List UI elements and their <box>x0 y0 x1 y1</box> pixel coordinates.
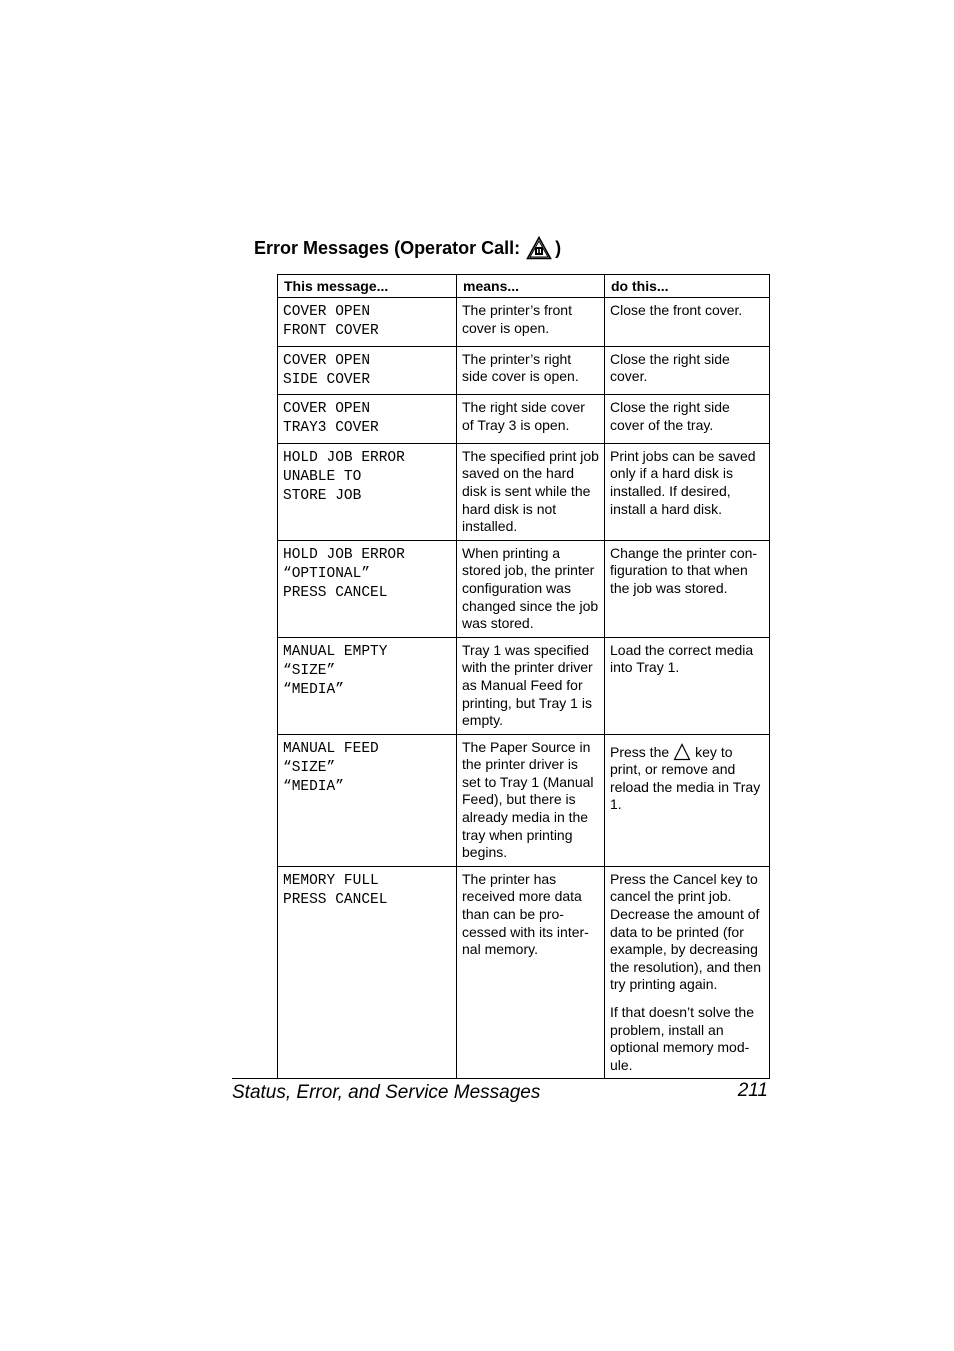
footer-divider <box>232 1078 769 1079</box>
action-cell <box>605 540 770 637</box>
table-header-row <box>278 275 770 298</box>
action-cell <box>605 395 770 444</box>
action-cell <box>605 346 770 395</box>
up-key-icon <box>673 743 691 761</box>
means-cell: The specified print job saved on the hard disk is sent while the hard disk is not installed. <box>457 443 605 540</box>
action-text-after: key to print, or remove and reload the media in Tray 1. <box>610 743 761 813</box>
message-cell: HOLD JOB ERROR UNABLE TO STORE JOB <box>278 443 457 540</box>
heading-text: Error Messages (Operator Call: <box>254 237 521 258</box>
means-cell: The printer’s right side cover is open. <box>457 346 605 395</box>
means-cell: Tray 1 was specified with the printer driver as Manual Feed for printing, but Tray 1 is empty. <box>457 637 605 734</box>
action-text: Close the right side cover of the tray. <box>610 399 730 433</box>
footer-section-title: Status, Error, and Service Messages <box>232 1082 541 1103</box>
table-row <box>278 395 770 444</box>
action-text: Press the Cancel key to cancel the print job. Decrease the amount of data to be printed (for example, by decreasing the resolution), and then try printing again. <box>610 870 761 993</box>
action-cell <box>605 734 770 866</box>
warning-icon <box>526 236 552 260</box>
action-text: Close the right side cover. <box>610 350 730 385</box>
page-number: 211 <box>737 1080 768 1101</box>
action-text: Load the correct media into Tray 1. <box>610 641 754 676</box>
section-heading <box>254 236 561 260</box>
message-cell: MANUAL FEED “SIZE” “MEDIA” <box>278 734 457 866</box>
heading-close: ) <box>555 237 562 258</box>
table-row <box>278 734 770 866</box>
column-header-do: do this... <box>605 275 770 298</box>
action-cell <box>605 443 770 540</box>
table-row <box>278 298 770 347</box>
table-row <box>278 443 770 540</box>
column-header-message: This message... <box>278 275 457 298</box>
action-cell <box>605 298 770 347</box>
action-text <box>610 743 765 814</box>
message-cell: MANUAL EMPTY “SIZE” “MEDIA” <box>278 637 457 734</box>
table-row <box>278 637 770 734</box>
means-cell: The printer’s front cover is open. <box>457 298 605 347</box>
means-cell: The printer has received more data than can be pro-cessed with its inter-nal memory. <box>457 866 605 1079</box>
action-text: Close the front cover. <box>610 302 743 318</box>
message-cell: HOLD JOB ERROR “OPTIONAL” PRESS CANCEL <box>278 540 457 637</box>
action-text: Print jobs can be saved only if a hard disk is installed. If desired, install a hard disk. <box>610 447 756 517</box>
message-cell: COVER OPEN FRONT COVER <box>278 298 457 347</box>
message-cell: COVER OPEN TRAY3 COVER <box>278 395 457 444</box>
means-cell: When printing a stored job, the printer configuration was changed since the job was stored. <box>457 540 605 637</box>
action-text: If that doesn’t solve the problem, install an optional memory mod-ule. <box>610 1004 754 1073</box>
error-message-table <box>277 274 770 1079</box>
action-cell <box>605 637 770 734</box>
action-cell <box>605 866 770 1079</box>
action-text-before: Press the <box>610 743 670 760</box>
means-cell: The Paper Source in the printer driver is set to Tray 1 (Manual Feed), but there is already media in the tray when printing begins. <box>457 734 605 866</box>
table-row <box>278 540 770 637</box>
means-cell: The right side cover of Tray 3 is open. <box>457 395 605 444</box>
message-cell: COVER OPEN SIDE COVER <box>278 346 457 395</box>
column-header-means: means... <box>457 275 605 298</box>
action-text: Change the printer con-figuration to that when the job was stored. <box>610 544 758 596</box>
table-row <box>278 346 770 395</box>
message-cell: MEMORY FULL PRESS CANCEL <box>278 866 457 1079</box>
table-row <box>278 866 770 1079</box>
